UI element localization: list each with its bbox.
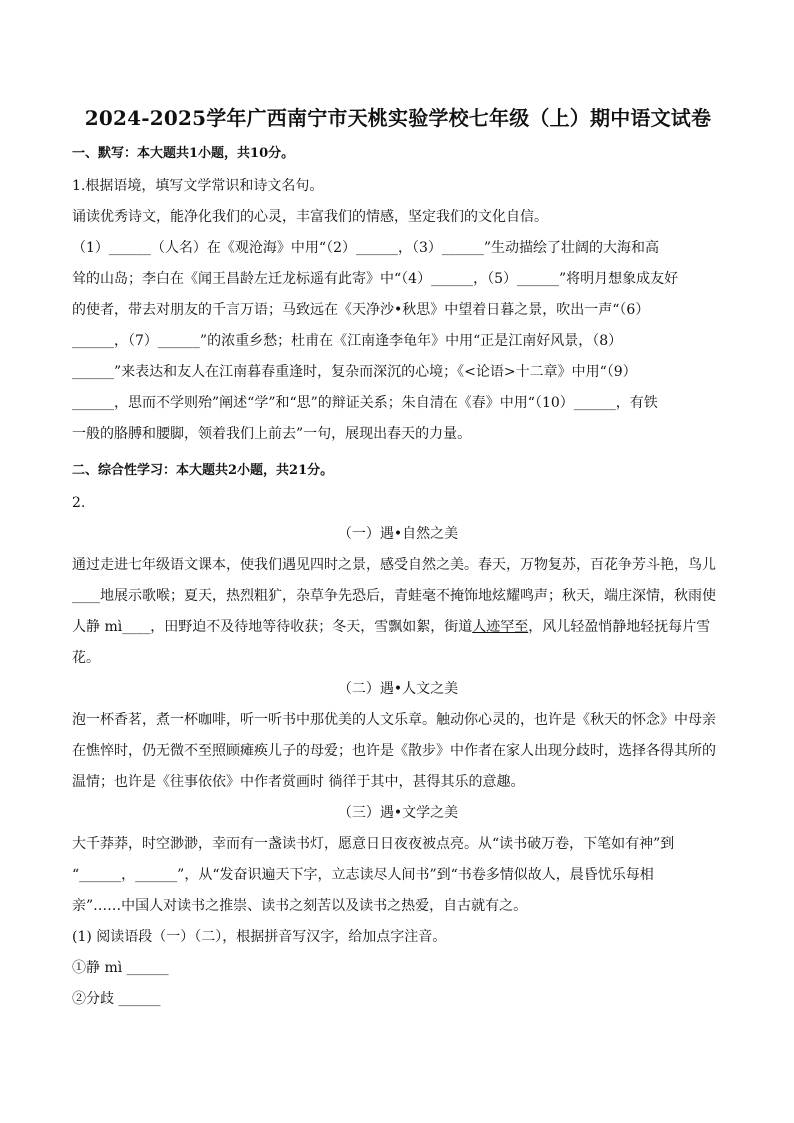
passage-line: 亲”……中国人对读书之推崇、读书之刻苦以及读书之热爱，自古就有之。 bbox=[72, 898, 528, 914]
passage-line: 人静 mì____，田野迫不及待地等待收获；冬天，雪飘如絮，街道人迹罕至，风儿轻盈悄静地轻抚每片雪 bbox=[72, 619, 711, 635]
subsection2-title: （二）遇•人文之美 bbox=[337, 681, 459, 697]
question2-label: 2. bbox=[72, 495, 86, 511]
subsection3-title: （三）遇•文学之美 bbox=[337, 805, 459, 821]
question1-intro: 诵读优秀诗文，能净化我们的心灵，丰富我们的情感，坚定我们的文化自信。 bbox=[72, 209, 548, 225]
passage-line: 大千莽莽，时空渺渺，幸而有一盏读书灯，愿意日日夜夜被点亮。从“读书破万卷，下笔如有神”到 bbox=[72, 836, 675, 852]
passage-line: 通过走进七年级语文课本，使我们遇见四时之景，感受自然之美。春天，万物复苏，百花争芳斗艳，鸟儿 bbox=[72, 557, 716, 573]
page-title: 2024-2025学年广西南宁市天桃实验学校七年级（上）期中语文试卷 bbox=[84, 106, 712, 130]
passage-line: ______，（7）______”的浓重乡愁；杜甫在《江南逢李龟年》中用“正是江南好风景，（8） bbox=[72, 333, 623, 349]
subsection1-passage bbox=[72, 550, 724, 674]
subsection1-title: （一）遇•自然之美 bbox=[337, 526, 459, 542]
subsection2-passage bbox=[72, 705, 724, 798]
passage-line: 一般的胳膊和腰脚，领着我们上前去”一句，展现出春天的力量。 bbox=[72, 426, 472, 442]
passage-line: 泡一杯香茗，煮一杯咖啡，听一听书中那优美的人文乐章。触动你心灵的，也许是《秋天的怀念》中母亲 bbox=[72, 712, 716, 728]
section1-heading: 一、默写：本大题共1小题，共10分。 bbox=[72, 146, 295, 161]
passage-line: ______，思而不学则殆”阐述“学”和“思”的辩证关系；朱自清在《春》中用“（10）______，有铁 bbox=[72, 395, 658, 411]
answer-item-2: ②分歧 ______ bbox=[72, 991, 161, 1007]
passage-line: 花。 bbox=[72, 650, 100, 666]
question1-label: 1.根据语境，填写文学常识和诗文名句。 bbox=[72, 178, 324, 194]
passage-line: 耸的山岛；李白在《闻王昌龄左迁龙标遥有此寄》中“（4）______，（5）______”将明月想象成友好 bbox=[72, 271, 679, 287]
passage-line: 在憔悴时，仍无微不至照顾瘫痪儿子的母爱；也许是《散步》中作者在家人出现分歧时，选择各得其所的 bbox=[72, 743, 716, 759]
passage-line: ____地展示歌喉；夏天，热烈粗犷，杂草争先恐后，青蛙毫不掩饰地炫耀鸣声；秋天，端庄深情，秋雨使 bbox=[72, 588, 716, 604]
answer-item-1: ①静 mì ______ bbox=[72, 960, 169, 976]
passage-line: （1）______（人名）在《观沧海》中用“（2）______，（3）______”生动描绘了壮阔的大海和高 bbox=[72, 240, 660, 256]
passage-line: 的使者，带去对朋友的千言万语；马致远在《天净沙•秋思》中望着日暮之景，吹出一声“（6） bbox=[72, 302, 650, 318]
section2-heading: 二、综合性学习：本大题共2小题，共21分。 bbox=[72, 463, 334, 478]
passage-line: 温情；也许是《往事依依》中作者赏画时 徜徉于其中，甚得其乐的意趣。 bbox=[72, 774, 525, 790]
subsection3-passage bbox=[72, 829, 724, 922]
question1-passage bbox=[72, 233, 724, 450]
passage-line: ______”来表达和友人在江南暮春重逢时，复杂而深沉的心境；《<论语>十二章》中用“（9） bbox=[72, 364, 637, 380]
subquestion-1: (1) 阅读语段（一）（二），根据拼音写汉字，给加点字注音。 bbox=[72, 929, 447, 945]
underlined-phrase: 人迹罕至 bbox=[472, 619, 529, 635]
passage-line: “______，______”，从“发奋识遍天下字，立志读尽人间书”到“书卷多情似故人，晨昏忧乐每相 bbox=[72, 867, 654, 883]
